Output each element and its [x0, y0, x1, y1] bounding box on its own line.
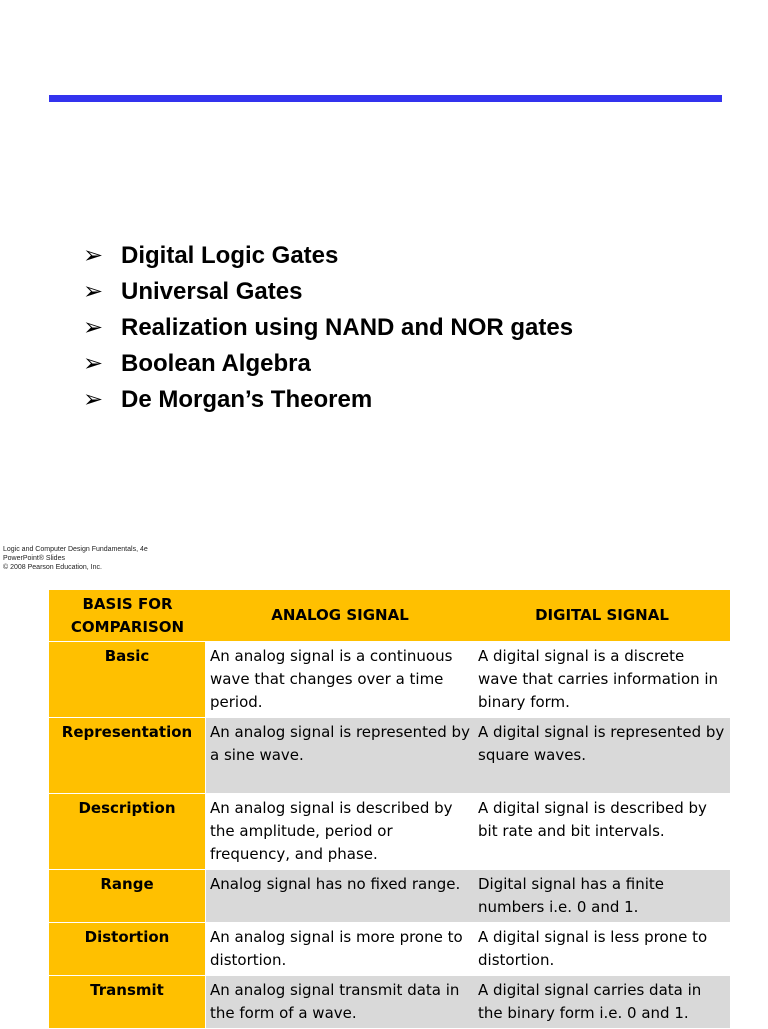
table-row — [49, 870, 730, 923]
title-rule — [49, 95, 722, 102]
footer-line: PowerPoint® Slides — [3, 555, 65, 562]
table-row — [49, 642, 730, 718]
digital-cell: A digital signal is represented by square waves. — [474, 718, 730, 794]
header-digital: DIGITAL SIGNAL — [474, 590, 730, 642]
footer-line: © 2008 Pearson Education, Inc. — [3, 564, 102, 571]
arrow-bullet-icon: ➢ — [83, 241, 104, 269]
copyright-footer — [3, 545, 148, 572]
topic-item — [83, 345, 573, 381]
row-basis: Basic — [49, 642, 206, 718]
row-basis: Description — [49, 794, 206, 870]
topic-item — [83, 309, 573, 345]
table-header-row — [49, 590, 730, 642]
topic-text: Boolean Algebra — [121, 350, 311, 377]
table-row — [49, 718, 730, 794]
topic-text: Universal Gates — [121, 278, 303, 305]
footer-line: Logic and Computer Design Fundamentals, 4e — [3, 546, 148, 553]
arrow-bullet-icon: ➢ — [83, 313, 104, 341]
row-basis: Range — [49, 870, 206, 923]
row-basis: Representation — [49, 718, 206, 794]
row-basis: Distortion — [49, 923, 206, 976]
digital-cell: A digital signal is less prone to distortion. — [474, 923, 730, 976]
header-analog: ANALOG SIGNAL — [206, 590, 474, 642]
digital-cell: A digital signal is a discrete wave that carries information in binary form. — [474, 642, 730, 718]
arrow-bullet-icon: ➢ — [83, 385, 104, 413]
table-row — [49, 923, 730, 976]
comparison-table — [49, 590, 730, 1029]
topic-list — [83, 237, 573, 417]
analog-cell: An analog signal transmit data in the form of a wave. — [206, 976, 474, 1029]
topic-item — [83, 273, 573, 309]
topic-text: Realization using NAND and NOR gates — [121, 314, 574, 341]
digital-cell: Digital signal has a finite numbers i.e. 0 and 1. — [474, 870, 730, 923]
topic-text: Digital Logic Gates — [121, 242, 339, 269]
table-row — [49, 794, 730, 870]
analog-cell: An analog signal is represented by a sine wave. — [206, 718, 474, 794]
analog-cell: An analog signal is more prone to distortion. — [206, 923, 474, 976]
table-row — [49, 976, 730, 1029]
row-basis: Transmit — [49, 976, 206, 1029]
topic-item — [83, 381, 573, 417]
analog-cell: An analog signal is described by the amplitude, period or frequency, and phase. — [206, 794, 474, 870]
digital-cell: A digital signal carries data in the binary form i.e. 0 and 1. — [474, 976, 730, 1029]
digital-cell: A digital signal is described by bit rate and bit intervals. — [474, 794, 730, 870]
arrow-bullet-icon: ➢ — [83, 349, 104, 377]
topic-item — [83, 237, 573, 273]
topic-text: De Morgan’s Theorem — [121, 386, 373, 413]
arrow-bullet-icon: ➢ — [83, 277, 104, 305]
analog-cell: Analog signal has no fixed range. — [206, 870, 474, 923]
header-basis: BASIS FOR COMPARISON — [49, 590, 206, 642]
analog-cell: An analog signal is a continuous wave that changes over a time period. — [206, 642, 474, 718]
